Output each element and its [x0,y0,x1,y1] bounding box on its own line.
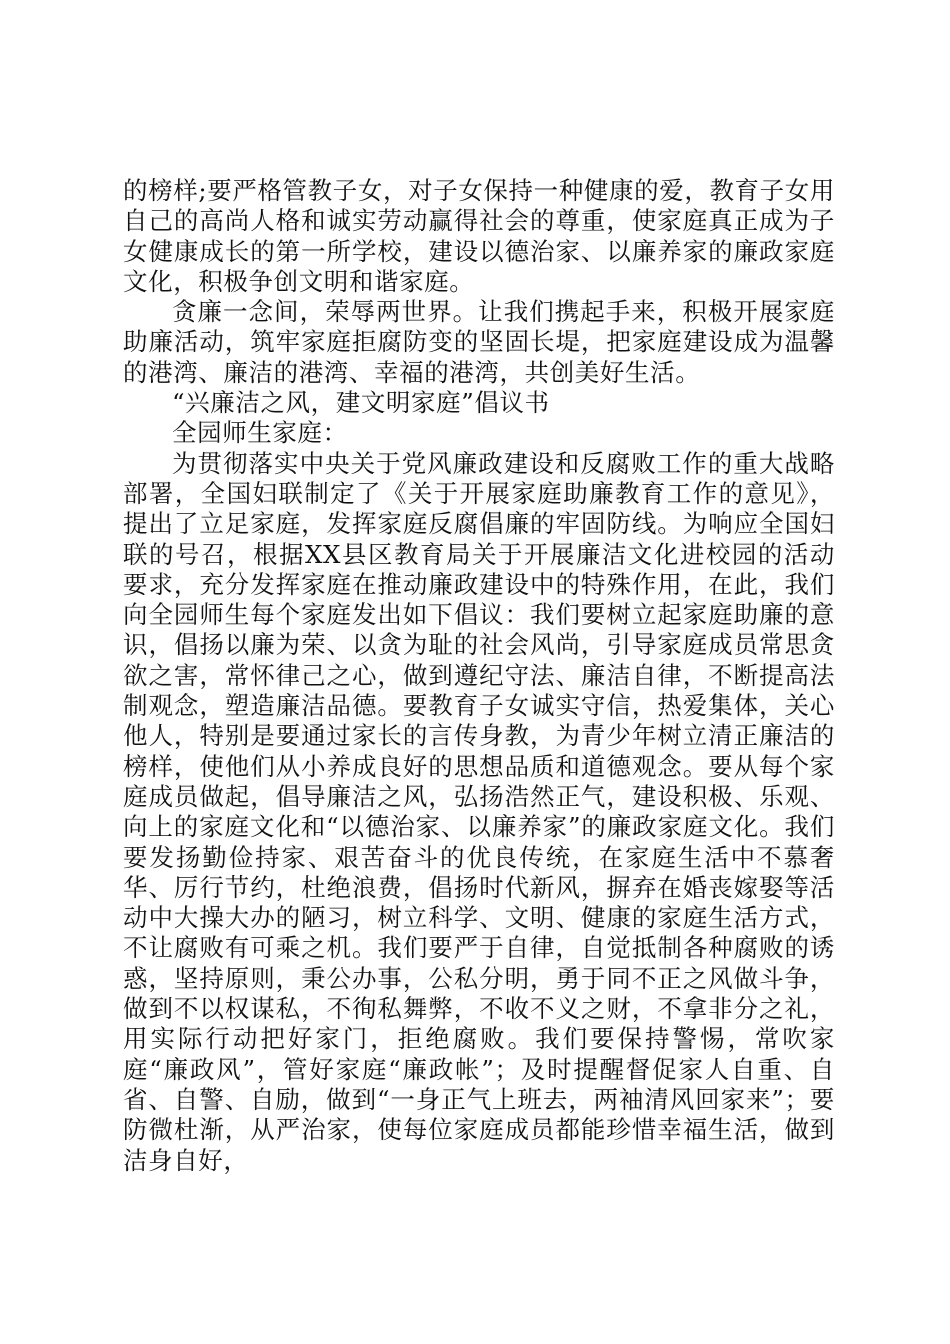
salutation: 全园师生家庭： [172,418,348,448]
proposal-title: “兴廉洁之风，建文明家庭”倡议书 [172,388,550,418]
paragraph-continuation: 的榜样;要严格管教子女，对子女保持一种健康的爱，教育子女用自己的高尚人格和诚实劳动赢得社会的尊重，使家庭真正成为子女健康成长的第一所学校，建设以德治家、以廉养家的廉政家庭文化，积极争创文明和谐家庭。 [123,176,835,296]
document-body [123,176,835,1176]
paragraph-call-to-action: 贪廉一念间，荣辱两世界。让我们携起手来，积极开展家庭助廉活动，筑牢家庭拒腐防变的坚固长堤，把家庭建设成为温馨的港湾、廉洁的港湾、幸福的港湾，共创美好生活。 [123,297,835,387]
paragraph-proposal-body: 为贯彻落实中央关于党风廉政建设和反腐败工作的重大战略部署，全国妇联制定了《关于开展家庭助廉教育工作的意见》，提出了立足家庭，发挥家庭反腐倡廉的牢固防线。为响应全国妇联的号召，根据XX县区教育局关于开展廉洁文化进校园的活动要求，充分发挥家庭在推动廉政建设中的特殊作用，在此，我们向全园师生每个家庭发出如下倡议：我们要树立起家庭助廉的意识，倡扬以廉为荣、以贪为耻的社会风尚，引导家庭成员常思贪欲之害，常怀律己之心，做到遵纪守法、廉洁自律，不断提高法制观念，塑造廉洁品德。要教育子女诚实守信，热爱集体，关心他人，特别是要通过家长的言传身教，为青少年树立清正廉洁的榜样，使他们从小养成良好的思想品质和道德观念。要从每个家庭成员做起，倡导廉洁之风，弘扬浩然正气，建设积极、乐观、向上的家庭文化和“以德治家、以廉养家”的廉政家庭文化。我们要发扬勤俭持家、艰苦奋斗的优良传统，在家庭生活中不慕奢华、厉行节约，杜绝浪费，倡扬时代新风，摒弃在婚丧嫁娶等活动中大操大办的陋习，树立科学、文明、健康的家庭生活方式，不让腐败有可乘之机。我们要严于自律，自觉抵制各种腐败的诱惑，坚持原则，秉公办事，公私分明，勇于同不正之风做斗争，做到不以权谋私，不徇私舞弊，不收不义之财，不拿非分之礼，用实际行动把好家门，拒绝腐败。我们要保持警惕，常吹家庭“廉政风”，管好家庭“廉政帐”；及时提醒督促家人自重、自省、自警、自励，做到“一身正气上班去，两袖清风回家来”；要防微杜渐，从严治家，使每位家庭成员都能珍惜幸福生活，做到洁身自好， [123,448,835,1175]
